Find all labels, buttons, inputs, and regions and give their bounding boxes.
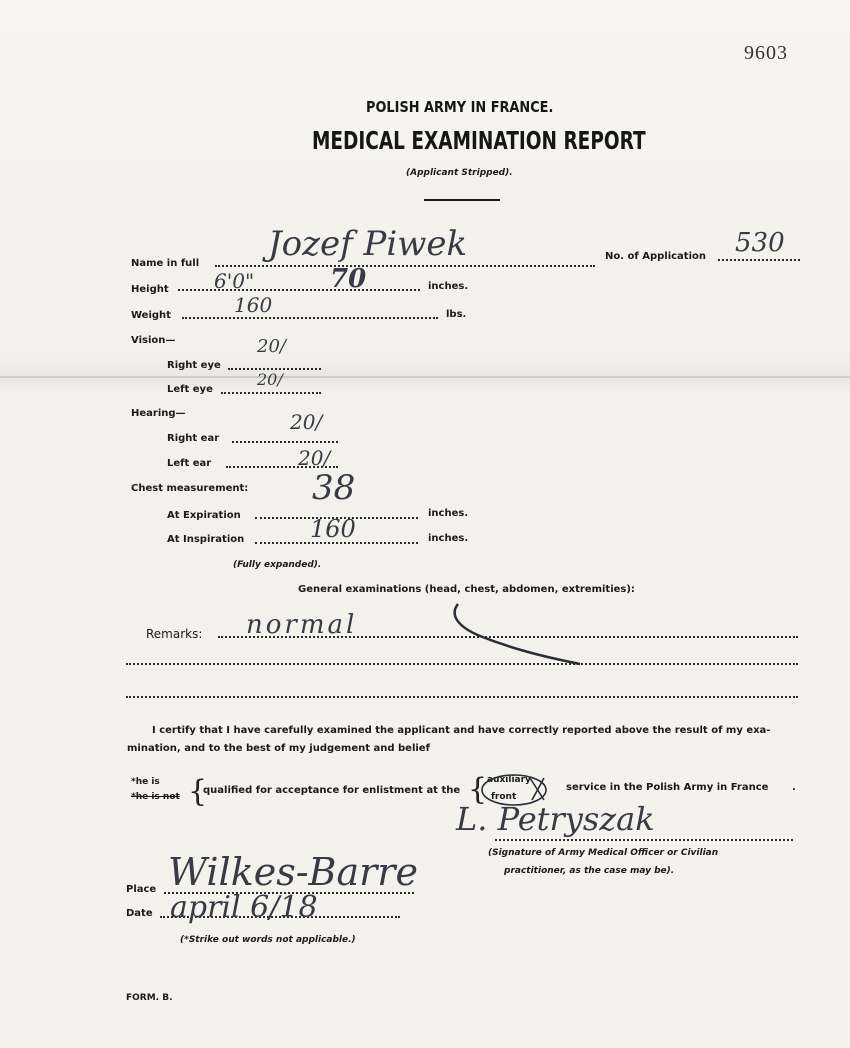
- vision-label: Vision—: [131, 335, 176, 346]
- report-subtitle: (Applicant Stripped).: [406, 168, 513, 178]
- report-title: MEDICAL EXAMINATION REPORT: [312, 126, 646, 155]
- certification-line-2: mination, and to the best of my judgement and belief: [127, 743, 430, 754]
- inspiration-label: At Inspiration: [167, 534, 245, 545]
- weight-label: Weight: [131, 310, 171, 321]
- name-line: [215, 265, 595, 267]
- service-text: service in the Polish Army in France: [566, 782, 769, 793]
- left-ear-value: 20/: [298, 446, 331, 470]
- application-line: [718, 259, 800, 261]
- serial-number: 9603: [744, 42, 788, 64]
- expiration-unit: inches.: [428, 508, 469, 519]
- right-ear-label: Right ear: [167, 433, 220, 444]
- weight-line: [182, 317, 438, 319]
- left-ear-label: Left ear: [167, 458, 212, 469]
- remarks-label: Remarks:: [146, 627, 203, 641]
- auxiliary-option: auxiliary: [487, 775, 531, 785]
- paper-fold-line: [0, 376, 850, 378]
- he-is-option: *he is: [131, 777, 160, 787]
- service-period: .: [792, 782, 796, 793]
- form-identifier: FORM. B.: [126, 993, 173, 1003]
- fully-expanded-note: (Fully expanded).: [233, 560, 322, 570]
- right-ear-value: 20/: [290, 410, 323, 434]
- option-brace-left: {: [188, 774, 208, 809]
- expiration-label: At Expiration: [167, 510, 241, 521]
- right-eye-label: Right eye: [167, 360, 221, 371]
- application-value: 530: [735, 228, 785, 258]
- remarks-pen-stroke: [440, 598, 590, 670]
- certification-line-1: I certify that I have carefully examined the applicant and have correctly reported above the result of my exa-: [152, 725, 771, 736]
- org-heading: POLISH ARMY IN FRANCE.: [366, 98, 554, 116]
- signature-caption-1: (Signature of Army Medical Officer or Civilian: [488, 848, 719, 858]
- place-label: Place: [126, 884, 157, 895]
- signature-caption-2: practitioner, as the case may be).: [504, 866, 675, 876]
- name-value: Jozef Piwek: [268, 224, 468, 264]
- strike-out-note: (*Strike out words not applicable.): [180, 935, 356, 945]
- remarks-value: normal: [246, 610, 358, 640]
- right-eye-value: 20/: [257, 336, 286, 357]
- signature-line: [495, 839, 793, 841]
- inspiration-value: 160: [310, 515, 356, 543]
- place-value: Wilkes-Barre: [168, 850, 418, 894]
- name-label: Name in full: [131, 258, 200, 269]
- height-value-feet: 6'0": [214, 269, 255, 293]
- date-label: Date: [126, 908, 153, 919]
- remarks-line-2: [126, 663, 798, 665]
- height-unit: inches.: [428, 281, 469, 292]
- left-eye-value: 20/: [257, 370, 283, 389]
- date-value: april 6/18: [170, 890, 318, 925]
- hearing-label: Hearing—: [131, 408, 186, 419]
- header-rule: [424, 199, 500, 201]
- inspiration-unit: inches.: [428, 533, 469, 544]
- option-brace-middle: {: [468, 772, 488, 807]
- weight-unit: lbs.: [446, 309, 467, 320]
- remarks-line-3: [126, 696, 798, 698]
- application-label: No. of Application: [605, 251, 707, 262]
- qualified-text: qualified for acceptance for enlistment at the: [203, 785, 461, 796]
- officer-signature: L. Petryszak: [456, 800, 655, 838]
- height-value-inches: 70: [330, 264, 367, 294]
- height-label: Height: [131, 284, 169, 295]
- general-exam-label: General examinations (head, chest, abdomen, extremities):: [298, 584, 635, 595]
- left-eye-line: [221, 392, 321, 394]
- chest-value: 38: [312, 468, 356, 508]
- right-ear-line: [232, 441, 338, 443]
- he-is-not-option: *he is not: [131, 792, 180, 802]
- left-eye-label: Left eye: [167, 384, 213, 395]
- chest-label: Chest measurement:: [131, 483, 249, 494]
- weight-value: 160: [234, 293, 273, 317]
- front-option: front: [491, 792, 517, 802]
